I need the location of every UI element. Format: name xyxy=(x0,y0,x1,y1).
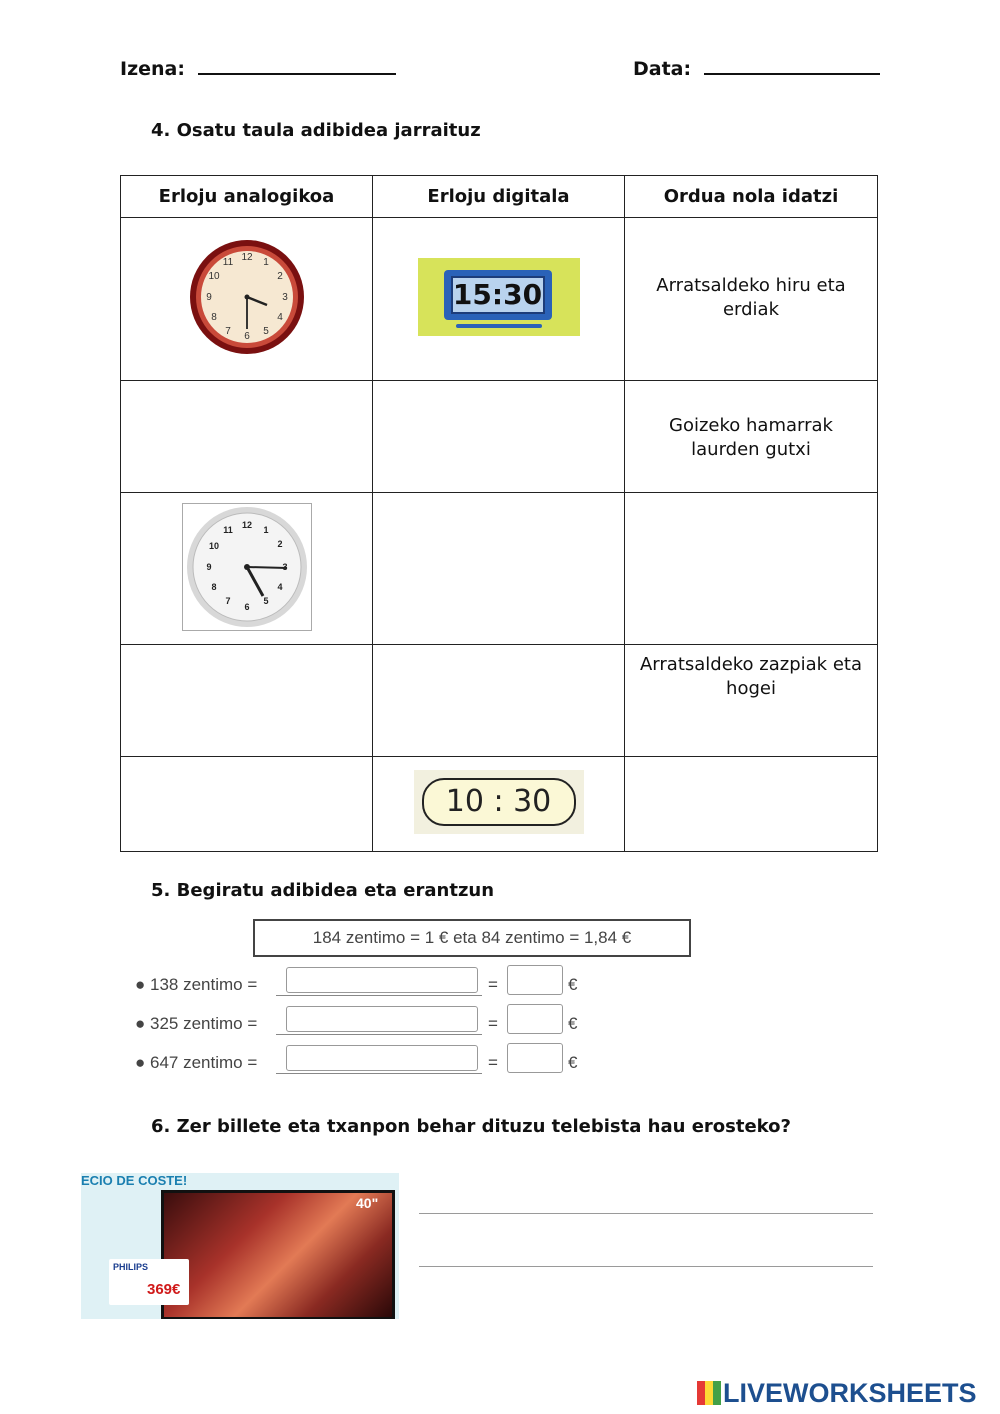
clock-number: 9 xyxy=(205,562,212,572)
written-answer-cell[interactable] xyxy=(625,493,878,645)
price-tag xyxy=(109,1259,189,1305)
written-time-text: Arratsaldeko hiru eta erdiak xyxy=(656,275,846,320)
analog-cell xyxy=(121,493,373,645)
bullet-icon: ● xyxy=(135,1014,146,1033)
euro-sign: € xyxy=(568,1014,578,1033)
col-header-digital: Erloju digitala xyxy=(373,176,625,218)
written-cell xyxy=(625,645,878,757)
clock-number: 5 xyxy=(262,596,269,606)
written-cell xyxy=(625,218,878,381)
clock-number: 6 xyxy=(243,602,250,612)
written-answer-cell[interactable] xyxy=(625,757,878,852)
analog-clock-image xyxy=(187,237,307,357)
clock-number: 7 xyxy=(224,596,231,606)
written-time-text: Goizeko hamarrak laurden gutxi xyxy=(669,415,833,460)
col-header-analog: Erloju analogikoa xyxy=(121,176,373,218)
euro-answer-input[interactable] xyxy=(507,1043,563,1073)
tv-price: 369€ xyxy=(147,1281,181,1298)
digital-answer-cell[interactable] xyxy=(373,493,625,645)
analog-cell xyxy=(121,218,373,381)
digital-time: 10 : 30 xyxy=(422,778,576,826)
analog-clock-image-2 xyxy=(182,503,312,631)
answer-line[interactable] xyxy=(419,1266,873,1267)
clock-number: 2 xyxy=(276,539,283,549)
logo-text: LIVEWORKSHEETS xyxy=(723,1378,977,1408)
analog-answer-cell[interactable] xyxy=(121,757,373,852)
clock-number: 9 xyxy=(205,292,212,303)
clock-number: 8 xyxy=(210,582,217,592)
digital-answer-cell[interactable] xyxy=(373,645,625,757)
money-item xyxy=(135,975,257,995)
equals-sign: = xyxy=(488,1014,498,1033)
clock-number: 8 xyxy=(210,312,217,323)
clock-number: 12 xyxy=(241,520,252,530)
answer-line[interactable] xyxy=(419,1213,873,1214)
clock-number: 4 xyxy=(276,582,283,592)
money-example: 184 zentimo = 1 € eta 84 zentimo = 1,84 € xyxy=(253,919,691,957)
euro-sign: € xyxy=(568,975,578,994)
clock-table xyxy=(120,175,878,852)
euro-sign: € xyxy=(568,1053,578,1072)
money-label: 325 zentimo = xyxy=(150,1014,258,1033)
money-label: 138 zentimo = xyxy=(150,975,258,994)
written-time-text: Arratsaldeko zazpiak eta hogei xyxy=(639,654,862,699)
ex6-title: 6. Zer billete eta txanpon behar dituzu telebista hau erosteko? xyxy=(151,1116,791,1137)
clock-number: 11 xyxy=(222,525,233,535)
table-row xyxy=(121,381,878,493)
euro-answer-input[interactable] xyxy=(507,965,563,995)
tv-advert-image xyxy=(81,1173,399,1319)
bullet-icon: ● xyxy=(135,1053,146,1072)
name-row xyxy=(120,58,396,80)
clock-number: 2 xyxy=(276,271,283,282)
analog-answer-cell[interactable] xyxy=(121,645,373,757)
clock-number: 10 xyxy=(207,271,220,282)
analog-answer-cell[interactable] xyxy=(121,381,373,493)
liveworksheets-logo xyxy=(697,1378,977,1409)
clock-number: 1 xyxy=(262,257,269,268)
clock-number: 7 xyxy=(224,326,231,337)
clock-number: 1 xyxy=(262,525,269,535)
date-row xyxy=(633,58,880,80)
equals-sign: = xyxy=(488,1053,498,1072)
clock-number: 6 xyxy=(243,331,250,342)
clock-number: 5 xyxy=(262,326,269,337)
clock-number: 3 xyxy=(281,292,288,303)
written-cell xyxy=(625,381,878,493)
clock-number: 12 xyxy=(240,252,253,263)
date-blank[interactable] xyxy=(704,73,880,75)
clock-number: 4 xyxy=(276,312,283,323)
money-answer-input[interactable] xyxy=(286,1045,478,1071)
date-label: Data: xyxy=(633,58,692,80)
col-header-written: Ordua nola idatzi xyxy=(625,176,878,218)
table-row xyxy=(121,218,878,381)
ex4-title: 4. Osatu taula adibidea jarraituz xyxy=(151,120,481,141)
table-row xyxy=(121,757,878,852)
digital-time: 15:30 xyxy=(451,276,545,314)
ex5-title: 5. Begiratu adibidea eta erantzun xyxy=(151,880,495,901)
bullet-icon: ● xyxy=(135,975,146,994)
digital-cell xyxy=(373,757,625,852)
equals-sign: = xyxy=(488,975,498,994)
euro-answer-input[interactable] xyxy=(507,1004,563,1034)
name-label: Izena: xyxy=(120,58,185,80)
advert-banner: ECIO DE COSTE! xyxy=(81,1173,188,1188)
clock-number: 11 xyxy=(222,257,233,268)
brand-name: PHILIPS xyxy=(113,1262,149,1272)
name-blank[interactable] xyxy=(198,73,396,75)
logo-icon xyxy=(697,1381,721,1405)
tv-size: 40" xyxy=(356,1195,379,1211)
digital-clock-image-2 xyxy=(414,770,584,834)
digital-answer-cell[interactable] xyxy=(373,381,625,493)
money-item xyxy=(135,1053,257,1073)
digital-clock-image xyxy=(418,258,580,336)
money-answer-input[interactable] xyxy=(286,1006,478,1032)
table-row xyxy=(121,493,878,645)
table-row xyxy=(121,645,878,757)
digital-cell xyxy=(373,218,625,381)
clock-number: 10 xyxy=(208,541,219,551)
money-label: 647 zentimo = xyxy=(150,1053,258,1072)
money-answer-input[interactable] xyxy=(286,967,478,993)
money-item xyxy=(135,1014,257,1034)
